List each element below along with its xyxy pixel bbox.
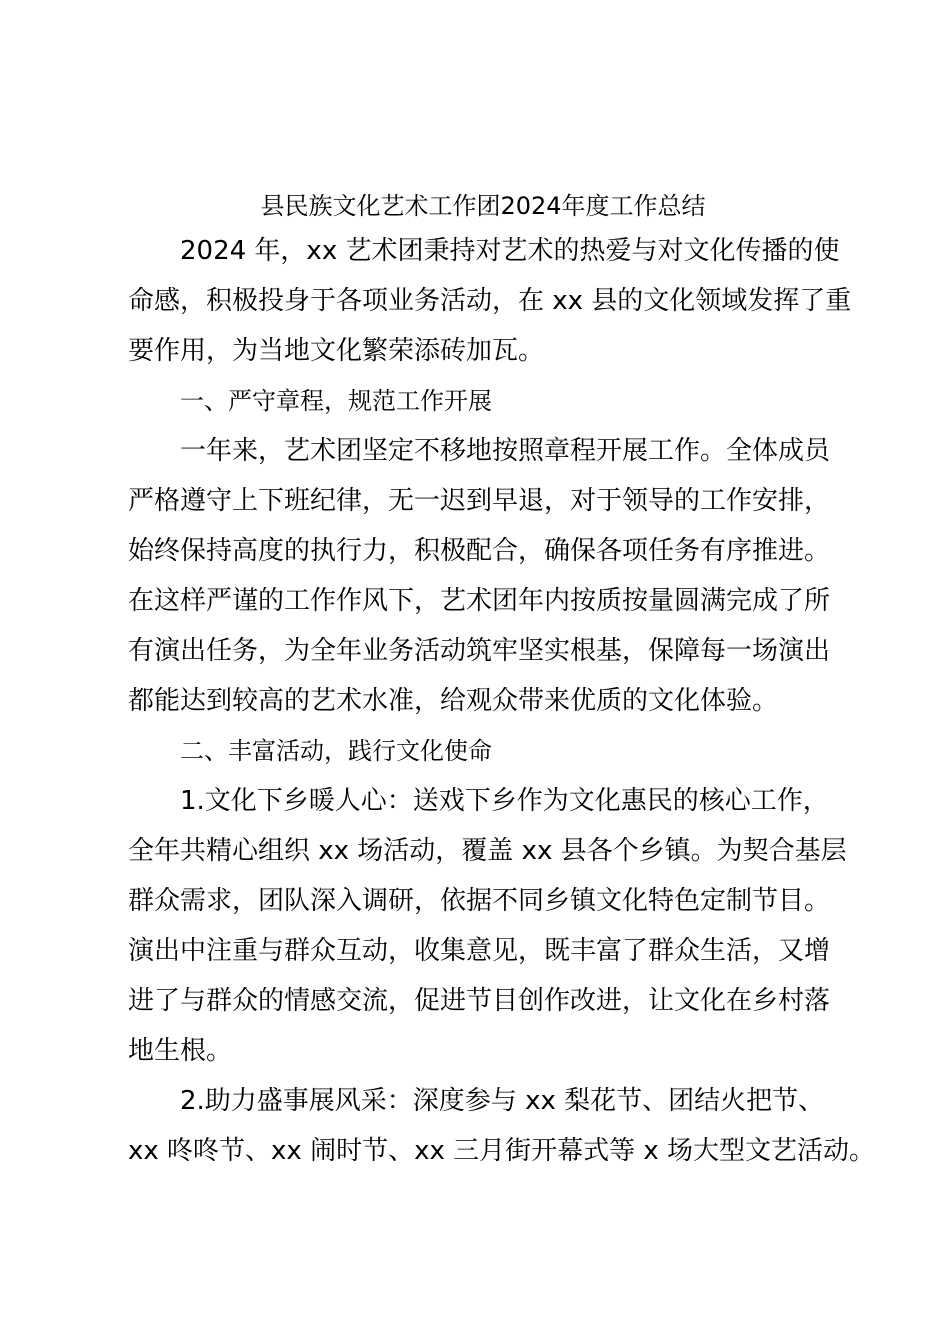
section1-paragraph xyxy=(128,426,838,726)
section1-line: 一年来，艺术团坚定不移地按照章程开展工作。全体成员 xyxy=(180,436,831,466)
section1-line: 严格遵守上下班纪律，无一迟到早退，对于领导的工作安排， xyxy=(128,486,831,516)
section2-item1-line: 演出中注重与群众互动，收集意见，既丰富了群众生活，又增 xyxy=(128,936,831,966)
section1-line: 都能达到较高的艺术水准，给观众带来优质的文化体验。 xyxy=(128,686,779,716)
section2-item2-paragraph xyxy=(128,1076,876,1176)
section2-item1-line: 1.文化下乡暖人心：送戏下乡作为文化惠民的核心工作， xyxy=(180,786,829,816)
intro-line: 命感，积极投身于各项业务活动，在 xx 县的文化领域发挥了重 xyxy=(128,286,852,316)
intro-paragraph xyxy=(128,226,852,376)
section-heading-1: 一、严守章程，规范工作开展 xyxy=(180,387,492,415)
section-heading-2: 二、丰富活动，践行文化使命 xyxy=(180,737,492,765)
intro-line: 要作用，为当地文化繁荣添砖加瓦。 xyxy=(128,336,545,366)
section1-line: 在这样严谨的工作作风下，艺术团年内按质按量圆满完成了所 xyxy=(128,586,831,616)
section2-item1-line: 群众需求，团队深入调研，依据不同乡镇文化特色定制节目。 xyxy=(128,886,831,916)
document-body xyxy=(128,186,876,1176)
intro-line: 2024 年，xx 艺术团秉持对艺术的热爱与对文化传播的使 xyxy=(180,236,840,266)
document-title: 县民族文化艺术工作团2024年度工作总结 xyxy=(260,192,706,220)
section2-item2-line: 2.助力盛事展风采：深度参与 xx 梨花节、团结火把节、 xyxy=(180,1086,825,1116)
section2-item1-line: 进了与群众的情感交流，促进节目创作改进，让文化在乡村落 xyxy=(128,986,831,1016)
section2-item2-line: xx 咚咚节、xx 闹时节、xx 三月街开幕式等 x 场大型文艺活动。 xyxy=(128,1136,876,1166)
section1-line: 有演出任务，为全年业务活动筑牢坚实根基，保障每一场演出 xyxy=(128,636,831,666)
section1-line: 始终保持高度的执行力，积极配合，确保各项任务有序推进。 xyxy=(128,536,831,566)
section2-item1-line: 全年共精心组织 xx 场活动，覆盖 xx 县各个乡镇。为契合基层 xyxy=(128,836,847,866)
section2-item1-line: 地生根。 xyxy=(128,1036,233,1066)
section2-item1-paragraph xyxy=(128,776,847,1076)
